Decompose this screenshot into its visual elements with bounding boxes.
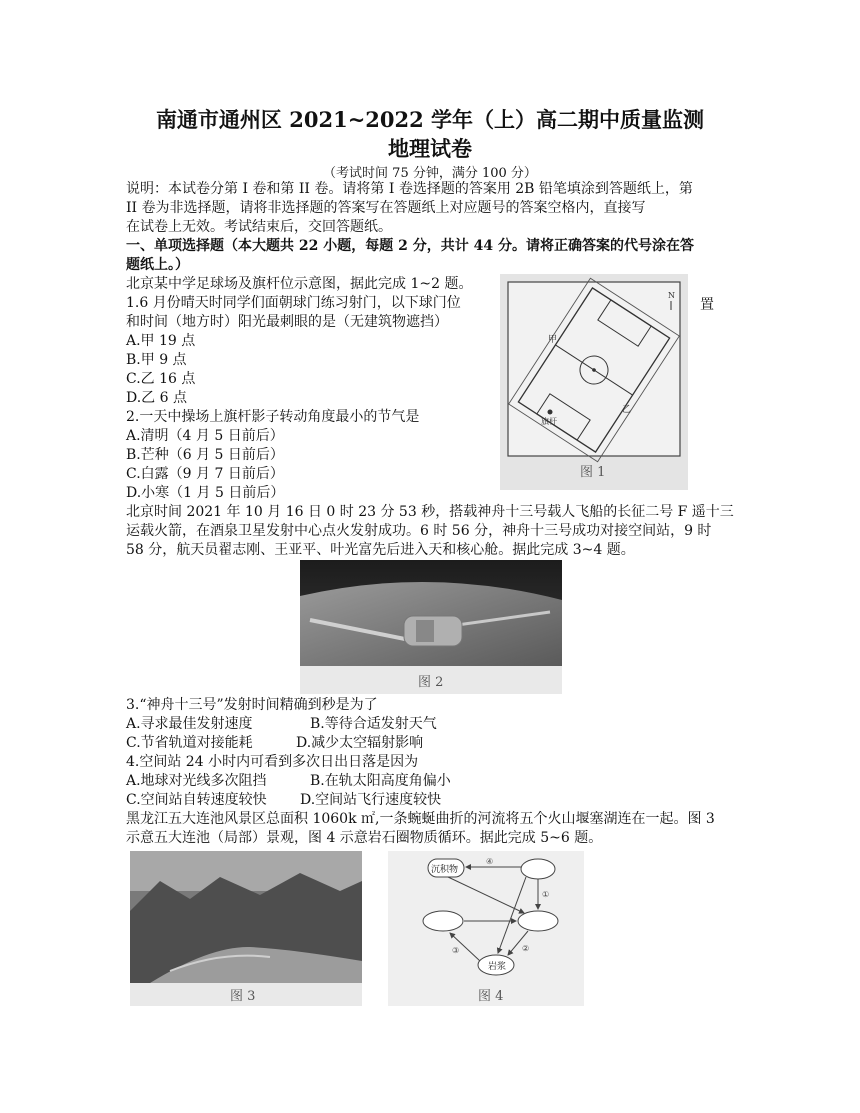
flagpole-marker — [548, 410, 553, 415]
q3-option-d: D.减少太空辐射影响 — [296, 735, 424, 751]
marker-1: ① — [542, 890, 550, 899]
q1-stem-tail: 置 — [700, 297, 714, 313]
q4-option-a: A.地球对光线多次阻挡 — [126, 773, 267, 789]
q1-stem-line-2: 和时间（地方时）阳光最刺眼的是（无建筑物遮挡） — [126, 314, 448, 330]
marker-4: ④ — [486, 857, 494, 866]
figure-3-caption: 图 3 — [230, 989, 256, 1004]
marker-2: ② — [522, 944, 530, 953]
space-station-image — [300, 560, 562, 694]
page-subtitle: 地理试卷 — [388, 136, 472, 161]
group2-intro-line-3: 58 分，航天员翟志刚、王亚平、叶光富先后进入天和核心舱。据此完成 3~4 题。 — [126, 542, 635, 558]
node-magma-label: 岩浆 — [488, 962, 507, 972]
q3-option-b: B.等待合适发射天气 — [310, 716, 437, 732]
north-label: N — [668, 291, 675, 300]
q3-option-c: C.节省轨道对接能耗 — [126, 735, 253, 751]
label-jia: 甲 — [548, 335, 558, 345]
figure-3-landscape — [130, 851, 362, 1006]
marker-3: ③ — [452, 946, 460, 955]
node-top-right — [521, 859, 555, 879]
q4-option-c: C.空间站自转速度较快 — [126, 792, 267, 808]
group3-intro-line-1: 黑龙江五大连池风景区总面积 1060k ㎡,一条蜿蜒曲折的河流将五个火山堰塞湖连在一起。图 3 — [126, 811, 715, 827]
q1-stem-line-1: 1.6 月份晴天时同学们面朝球门练习射门，以下球门位 — [126, 295, 461, 311]
instructions-line-3: 在试卷上无效。考试结束后，交回答题纸。 — [126, 219, 392, 235]
figure-2-caption: 图 2 — [418, 675, 444, 690]
q2-option-c: C.白露（9 月 7 日前后） — [126, 466, 284, 482]
rock-cycle-diagram — [388, 851, 584, 1006]
node-left — [423, 911, 463, 931]
q2-option-d: D.小寒（1 月 5 日前后） — [126, 485, 285, 501]
field-diagram — [500, 274, 688, 490]
q1-option-a: A.甲 19 点 — [126, 333, 196, 349]
landscape-image — [130, 851, 362, 1006]
q4-option-d: D.空间站飞行速度较快 — [300, 792, 442, 808]
instructions-line-2: II 卷为非选择题，请将非选择题的答案写在答题纸上对应题号的答案空格内，直接写 — [126, 200, 646, 216]
section-heading-1: 一、单项选择题（本大题共 22 小题，每题 2 分，共计 44 分。请将正确答案的代号涂在答 — [126, 238, 694, 254]
figure-2-space-station — [300, 560, 562, 694]
label-flagpole: 旗杆 — [541, 417, 557, 426]
figure-1-football-field — [500, 274, 688, 490]
exam-info: （考试时间 75 分钟，满分 100 分） — [323, 166, 537, 181]
q3-stem: 3.“神舟十三号”发射时间精确到秒是为了 — [126, 697, 378, 713]
figure-1-caption: 图 1 — [580, 465, 606, 480]
node-right — [518, 911, 558, 931]
page-title: 南通市通州区 2021~2022 学年（上）高二期中质量监测 — [155, 107, 705, 132]
q4-option-b: B.在轨太阳高度角偏小 — [310, 773, 451, 789]
group1-intro: 北京某中学足球场及旗杆位示意图，据此完成 1~2 题。 — [126, 276, 473, 292]
q1-option-c: C.乙 16 点 — [126, 371, 196, 387]
figure-4-rock-cycle — [388, 851, 584, 1006]
q2-option-b: B.芒种（6 月 5 日前后） — [126, 447, 284, 463]
q1-option-b: B.甲 9 点 — [126, 352, 187, 368]
q2-stem: 2.一天中操场上旗杆影子转动角度最小的节气是 — [126, 409, 420, 425]
group2-intro-line-2: 运载火箭，在酒泉卫星发射中心点火发射成功。6 时 56 分，神舟十三号成功对接空间站，9 时 — [126, 523, 712, 539]
instructions-line-1: 说明：本试卷分第 I 卷和第 II 卷。请将第 I 卷选择题的答案用 2B 铅笔填涂到答题纸上，第 — [126, 181, 693, 197]
figure-4-caption: 图 4 — [478, 989, 504, 1004]
node-sediment-label: 沉积物 — [431, 865, 459, 875]
q1-option-d: D.乙 6 点 — [126, 390, 187, 406]
q4-stem: 4.空间站 24 小时内可看到多次日出日落是因为 — [126, 754, 419, 770]
label-yi: 乙 — [622, 405, 632, 415]
q2-option-a: A.清明（4 月 5 日前后） — [126, 428, 284, 444]
section-heading-2: 题纸上。） — [126, 257, 189, 273]
q3-option-a: A.寻求最佳发射速度 — [126, 716, 253, 732]
group2-intro-line-1: 北京时间 2021 年 10 月 16 日 0 时 23 分 53 秒，搭载神舟十三号载人飞船的长征二号 F 遥十三 — [126, 504, 734, 520]
group3-intro-line-2: 示意五大连池（局部）景观，图 4 示意岩石圈物质循环。据此完成 5~6 题。 — [126, 830, 603, 846]
